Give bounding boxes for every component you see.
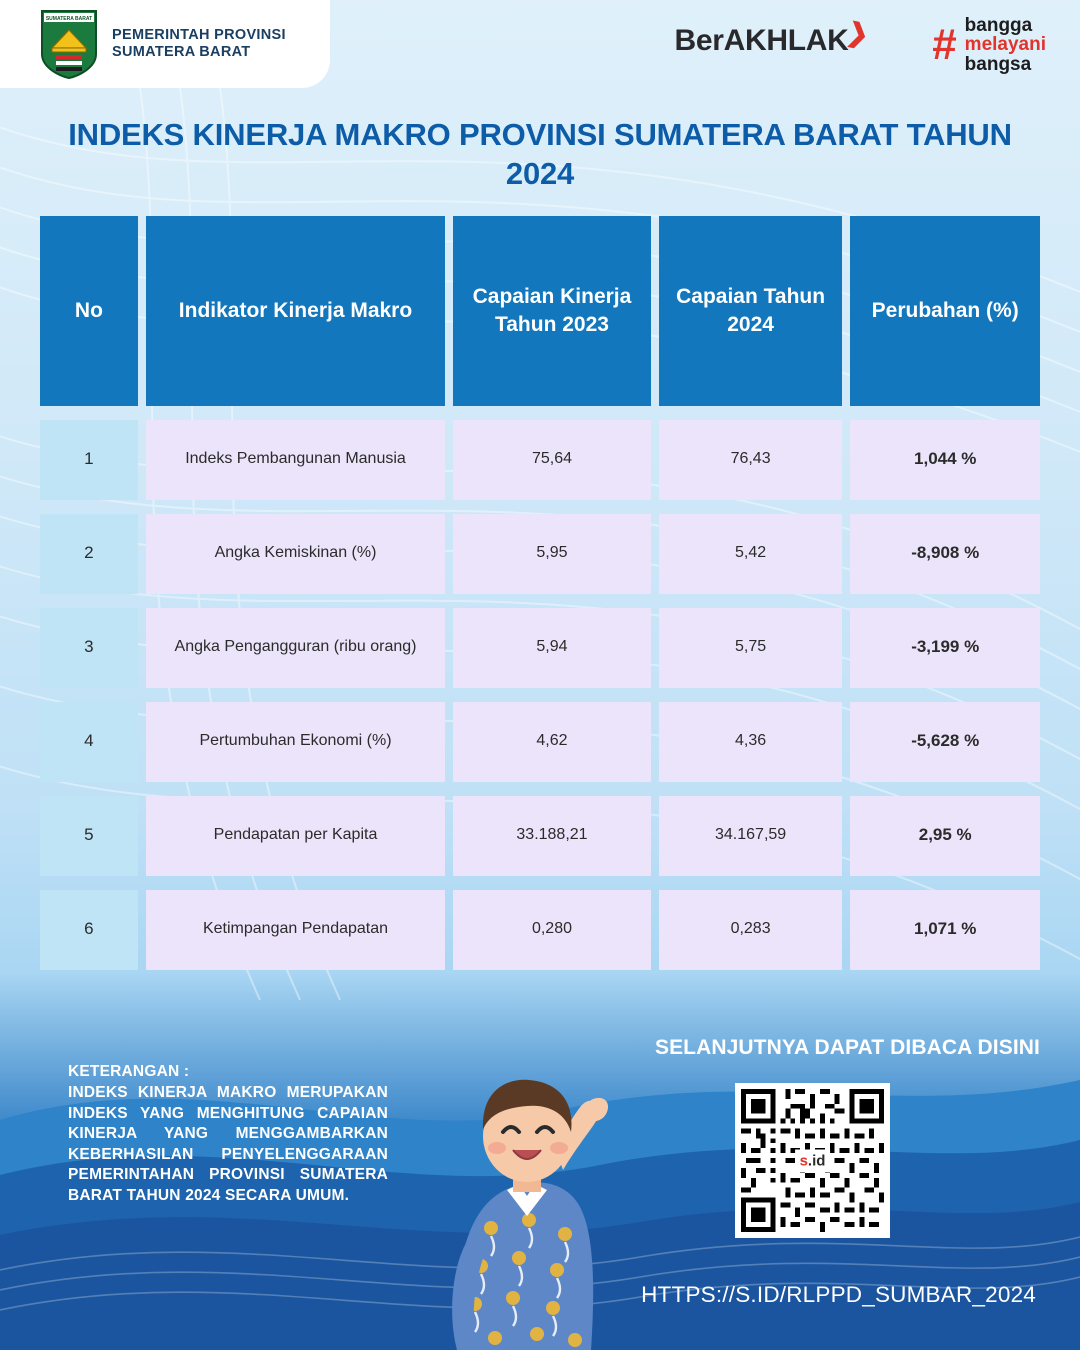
table-header-row: [40, 216, 1040, 406]
page-footer: [0, 1020, 1080, 1350]
cell-no: 4: [40, 702, 138, 782]
keterangan-body: INDEKS KINERJA MAKRO MERUPAKAN INDEKS YANG MENGHITUNG CAPAIAN KINERJA YANG MENGGAMBARKAN KEBERHASILAN PENYELENGGARAAN PEMERINTAHAN PROVINSI SUMATERA BARAT TAHUN 2024 SECARA UMUM.: [68, 1084, 388, 1204]
cell-2023: 5,95: [453, 514, 651, 594]
cell-2023: 75,64: [453, 420, 651, 500]
cell-indicator: Angka Kemiskinan (%): [146, 514, 445, 594]
hashtag-icon: #: [932, 20, 957, 70]
cell-2023: 5,94: [453, 608, 651, 688]
table-row: [40, 702, 1040, 782]
cell-2024: 0,283: [659, 890, 843, 970]
cell-indicator: Pertumbuhan Ekonomi (%): [146, 702, 445, 782]
qr-code[interactable]: [735, 1083, 890, 1238]
table-row: [40, 608, 1040, 688]
province-logo-text: [112, 27, 286, 60]
page-title: INDEKS KINERJA MAKRO PROVINSI SUMATERA BARAT TAHUN 2024: [68, 117, 1012, 191]
province-line-1: PEMERINTAH PROVINSI: [112, 27, 286, 44]
cell-change: -3,199 %: [850, 608, 1040, 688]
column-header-2023: Capaian Kinerja Tahun 2023: [453, 216, 651, 406]
keterangan-block: [68, 1062, 388, 1206]
column-header-2024: Capaian Tahun 2024: [659, 216, 843, 406]
cell-2024: 4,36: [659, 702, 843, 782]
mascot-illustration: [395, 1050, 665, 1350]
cell-no: 1: [40, 420, 138, 500]
cell-2024: 5,42: [659, 514, 843, 594]
cell-2024: 76,43: [659, 420, 843, 500]
column-header-no: No: [40, 216, 138, 406]
cell-indicator: Angka Pengangguran (ribu orang): [146, 608, 445, 688]
cell-no: 3: [40, 608, 138, 688]
cell-indicator: Indeks Pembangunan Manusia: [146, 420, 445, 500]
cell-no: 6: [40, 890, 138, 970]
bangga-word-2: melayani: [964, 34, 1046, 56]
cell-2023: 33.188,21: [453, 796, 651, 876]
berakhlak-swoosh-icon: ❯: [843, 16, 871, 50]
berakhlak-label: BerAKHLAK: [674, 24, 849, 57]
berakhlak-logo: [674, 16, 871, 58]
keterangan-heading: KETERANGAN :: [68, 1063, 190, 1080]
qr-center-label: [795, 1149, 831, 1172]
bangga-word-1: bangga: [964, 15, 1033, 36]
cell-no: 2: [40, 514, 138, 594]
cell-change: -5,628 %: [850, 702, 1040, 782]
column-header-change: Perubahan (%): [850, 216, 1040, 406]
cell-2024: 34.167,59: [659, 796, 843, 876]
table-row: [40, 890, 1040, 970]
svg-text:SUMATERA BARAT: SUMATERA BARAT: [45, 16, 93, 22]
cell-indicator: Ketimpangan Pendapatan: [146, 890, 445, 970]
page-header: [0, 0, 1080, 90]
table-row: [40, 796, 1040, 876]
province-line-2: SUMATERA BARAT: [112, 44, 251, 60]
cta-text: SELANJUTNYA DAPAT DIBACA DISINI: [654, 1036, 1040, 1059]
cell-2023: 0,280: [453, 890, 651, 970]
cell-2023: 4,62: [453, 702, 651, 782]
cell-change: 1,044 %: [850, 420, 1040, 500]
cell-change: 2,95 %: [850, 796, 1040, 876]
bangga-word-3: bangsa: [964, 53, 1032, 75]
cell-change: -8,908 %: [850, 514, 1040, 594]
bangga-melayani-bangsa-logo: [932, 16, 1046, 74]
qr-id-letters: .id: [807, 1152, 826, 1169]
province-logo-card: [0, 0, 330, 88]
short-url-text: HTTPS://S.ID/RLPPD_SUMBAR_2024: [641, 1282, 1036, 1307]
qr-s-letter: s: [799, 1152, 808, 1169]
cell-no: 5: [40, 796, 138, 876]
table-row: [40, 514, 1040, 594]
cell-indicator: Pendapatan per Kapita: [146, 796, 445, 876]
table-row: [40, 420, 1040, 500]
sumatera-barat-crest-icon: [38, 8, 100, 80]
macro-indicator-table: [40, 216, 1040, 970]
column-header-indicator: Indikator Kinerja Makro: [146, 216, 445, 406]
cell-2024: 5,75: [659, 608, 843, 688]
cell-change: 1,071 %: [850, 890, 1040, 970]
